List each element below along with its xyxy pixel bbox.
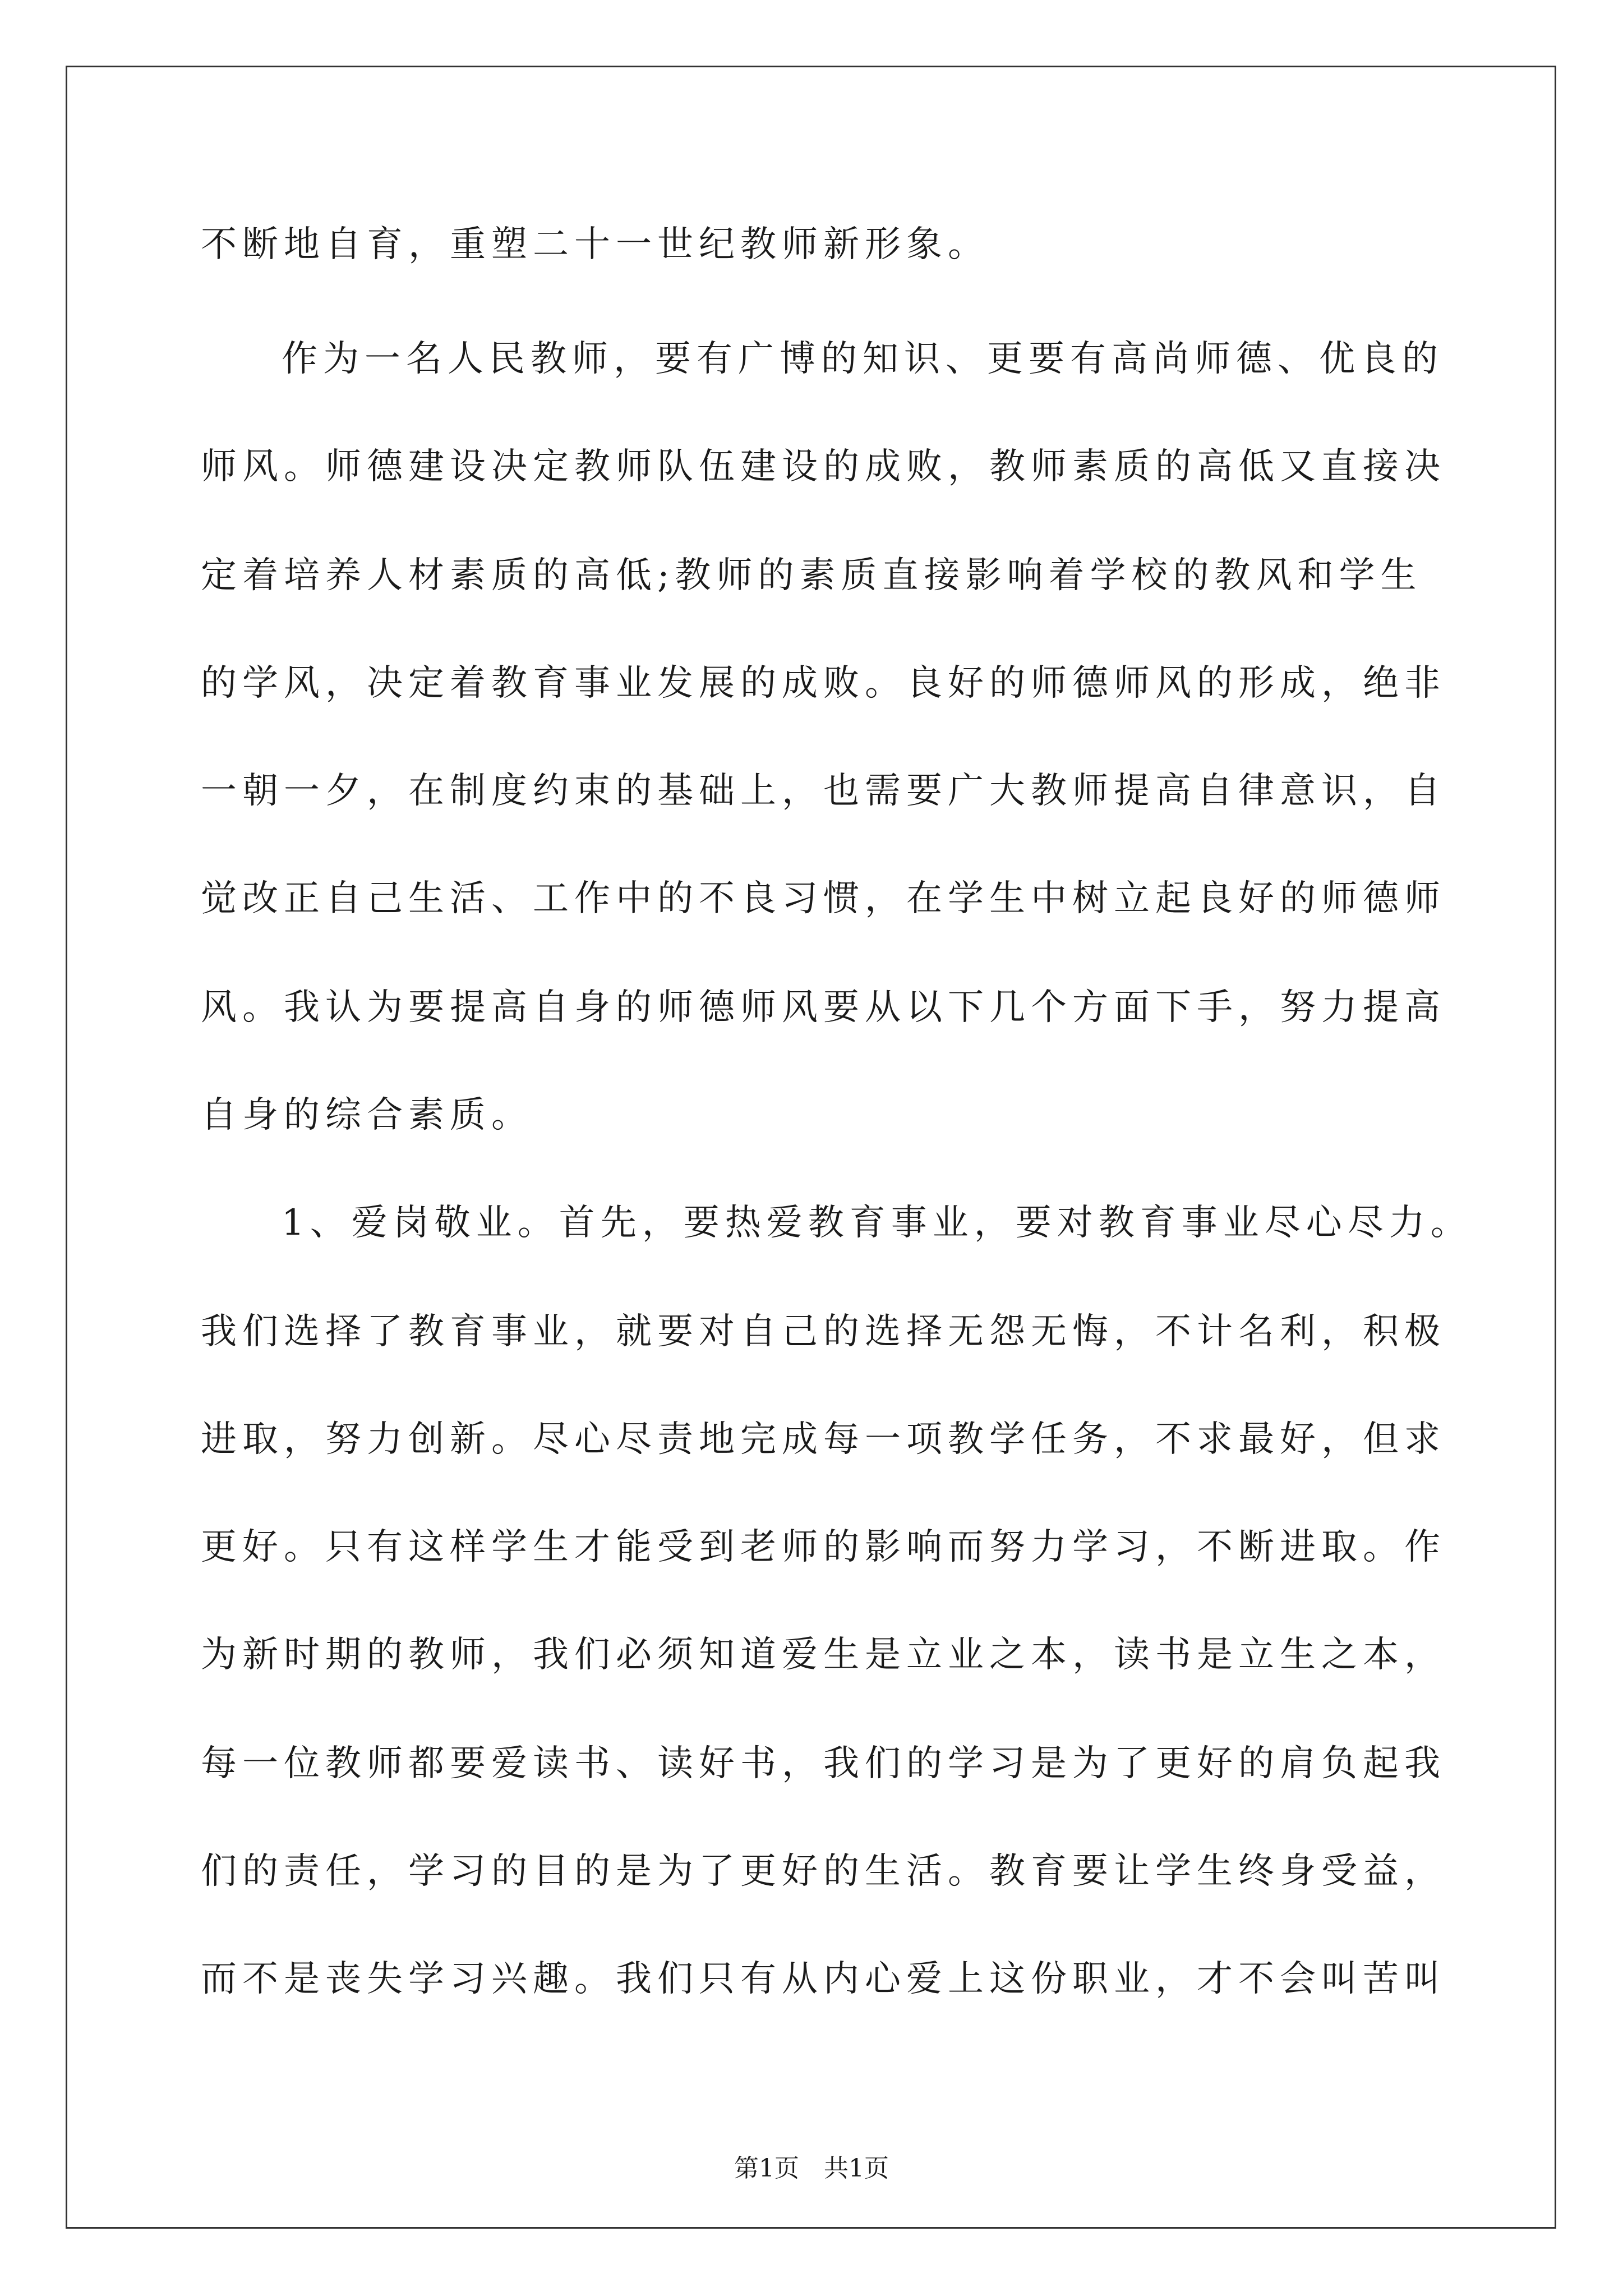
text-line: 我们选择了教育事业，就要对自己的选择无怨无悔，不计名利，积极 — [201, 1311, 1446, 1352]
text-line: 自身的综合素质。 — [201, 1094, 533, 1136]
paragraph-first-line: 作为一名人民教师，要有广博的知识、更要有高尚师德、优良的 — [282, 338, 1444, 380]
text-line: 一朝一夕，在制度约束的基础上，也需要广大教师提高自律意识，自 — [201, 770, 1446, 812]
page-number-footer: 第1页 共1页 — [734, 2154, 889, 2183]
text-line: 为新时期的教师，我们必须知道爱生是立业之本，读书是立生之本， — [201, 1634, 1446, 1676]
text-line: 定着培养人材素质的高低;教师的素质直接影响着学校的教风和学生 — [201, 555, 1422, 596]
paragraph-first-line: 1、爱岗敬业。首先，要热爱教育事业，要对教育事业尽心尽力。 — [282, 1202, 1472, 1244]
text-line: 风。我认为要提高自身的师德师风要从以下几个方面下手，努力提高 — [201, 987, 1446, 1028]
text-line: 觉改正自己生活、工作中的不良习惯，在学生中树立起良好的师德师 — [201, 878, 1446, 919]
text-line: 的学风，决定着教育事业发展的成败。良好的师德师风的形成，绝非 — [201, 662, 1446, 704]
text-line: 师风。师德建设决定教师队伍建设的成败，教师素质的高低又直接决 — [201, 446, 1446, 487]
text-line: 们的责任，学习的目的是为了更好的生活。教育要让学生终身受益， — [201, 1851, 1446, 1892]
page-border — [66, 66, 1556, 2229]
text-line: 每一位教师都要爱读书、读好书，我们的学习是为了更好的肩负起我 — [201, 1743, 1446, 1784]
text-line: 而不是丧失学习兴趣。我们只有从内心爱上这份职业，才不会叫苦叫 — [201, 1958, 1446, 2000]
text-line: 不断地自育，重塑二十一世纪教师新形象。 — [201, 224, 989, 265]
text-line: 更好。只有这样学生才能受到老师的影响而努力学习，不断进取。作 — [201, 1526, 1446, 1568]
text-line: 进取，努力创新。尽心尽责地完成每一项教学任务，不求最好，但求 — [201, 1419, 1446, 1460]
